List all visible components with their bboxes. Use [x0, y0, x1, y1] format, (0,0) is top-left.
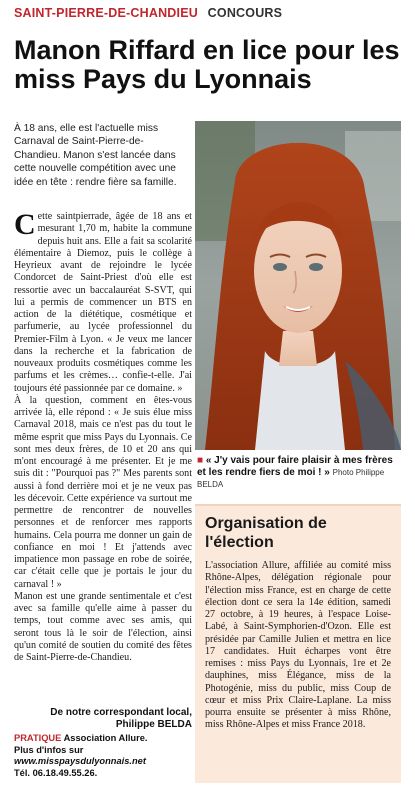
location-label: SAINT-PIERRE-DE-CHANDIEU [14, 6, 198, 20]
signature-name: Philippe BELDA [115, 719, 192, 730]
practical-more: Plus d'infos sur [14, 744, 84, 755]
author-signature [14, 707, 192, 731]
headline: Manon Riffard en lice pour les miss Pays du Lyonnais [14, 35, 400, 94]
photo-credit: Photo Philippe BELDA [197, 468, 385, 489]
portrait-illustration [195, 121, 401, 450]
photo-caption [197, 455, 403, 491]
drop-cap: C [14, 208, 36, 241]
article-paragraph-3: Manon est une grande sentimentale et c'est avec sa famille qu'elle aime à passer du temps, tout comme avec ses amis, qui seront tous là le soir de l'élection, ainsi qu'un comité de soutien du comité des fêtes de Saint-Pierre-de-Chandieu. [14, 590, 192, 663]
practical-info [14, 733, 192, 779]
portrait-photo [195, 121, 401, 450]
section-kicker [14, 6, 282, 20]
rubric-label: CONCOURS [207, 6, 283, 20]
sidebar-box [195, 504, 401, 783]
article-paragraph-1 [14, 208, 192, 395]
article-paragraph-2: À la question, comment en êtes-vous arrivée là, elle répond : « Je suis élue miss Carnaval 2018, mais ce n'est pas du tout le même esprit que miss Pays du Lyonnais. Ce sont mes deux frères, de 10 et 20 ans qui m'ont encouragé à me présenter. Et je me suis dit : "Pourquoi pas ?" Mes parents sont aussi à fond derrière moi et je ne veux pas les décevoir. Cette expérience va surtout me permettre de rencontrer de nouvelles personnes et de renforcer mes rapports humains. Cela pourra me donner un gain de confiance en moi ! Et j'attends avec impatience mon passage en robe de soirée, car c'était celle que je portais le jour du carnaval ! » [14, 394, 192, 590]
sidebar-title: Organisation de l'élection [205, 515, 327, 551]
caption-quote: « J'y vais pour faire plaisir à mes frères et les rendre fiers de moi ! » [197, 455, 393, 478]
practical-label: PRATIQUE [14, 733, 62, 743]
lead-paragraph: À 18 ans, elle est l'actuelle miss Carnaval de Saint-Pierre-de-Chandieu. Manon s'est lancée dans cette nouvelle compétition avec une idée en tête : rendre fière sa famille. [14, 123, 177, 188]
article-body [14, 208, 192, 664]
caption-bullet-icon: ■ [197, 455, 204, 466]
website-link[interactable]: www.misspaysdulyonnais.net [14, 756, 146, 766]
article-paragraph-1-text: ette saintpierrade, âgée de 18 ans et mesurant 1,70 m, habite la commune depuis huit ans. Elle a fait sa scolarité élémentaire à Diemoz, puis le collège à Heyrieux avant de rejoindre le lycée Condorcet de Saint-Priest d'où elle est ressortie avec un baccalauréat S-SVT, qui lui a permis de commencer un BTS en action de la diététique, cosmétique et parfumerie, au lycée professionnel du Premier-Film à Lyon. « Je veux me lancer dans la recherche et la fabrication de nouveaux produits cosmétiques comme les parfums et les crèmes… confie-t-elle. J'ai toujours été passionnée par ce domaine. » [14, 211, 192, 394]
signature-line-1: De notre correspondant local, [50, 707, 192, 718]
practical-text: Association Allure. [61, 733, 148, 743]
phone-number: Tél. 06.18.49.55.26. [14, 767, 98, 778]
sidebar-text: L'association Allure, affiliée au comité miss Rhône-Alpes, délégation régionale pour l'élection miss France, est en charge de cette élection dont ce sera la 14e édition, samedi 27 octobre, à 19 heures, à l'espace Loise-Labé, à Saint-Symphorien-d'Ozon. Elle est présidée par Camille Julien et mettra en lice 17 candidates. Huit écharpes vont être remises : miss Pays du Lyonnais, 1re et 2e dauphines, miss Élégance, miss de la Photogénie, miss du public, miss Coup de cœur et miss Prix Claire-Laplane. La miss pourra ensuite se présenter à miss Rhône, miss Rhône-Alpes et miss France 2018. [205, 560, 391, 731]
